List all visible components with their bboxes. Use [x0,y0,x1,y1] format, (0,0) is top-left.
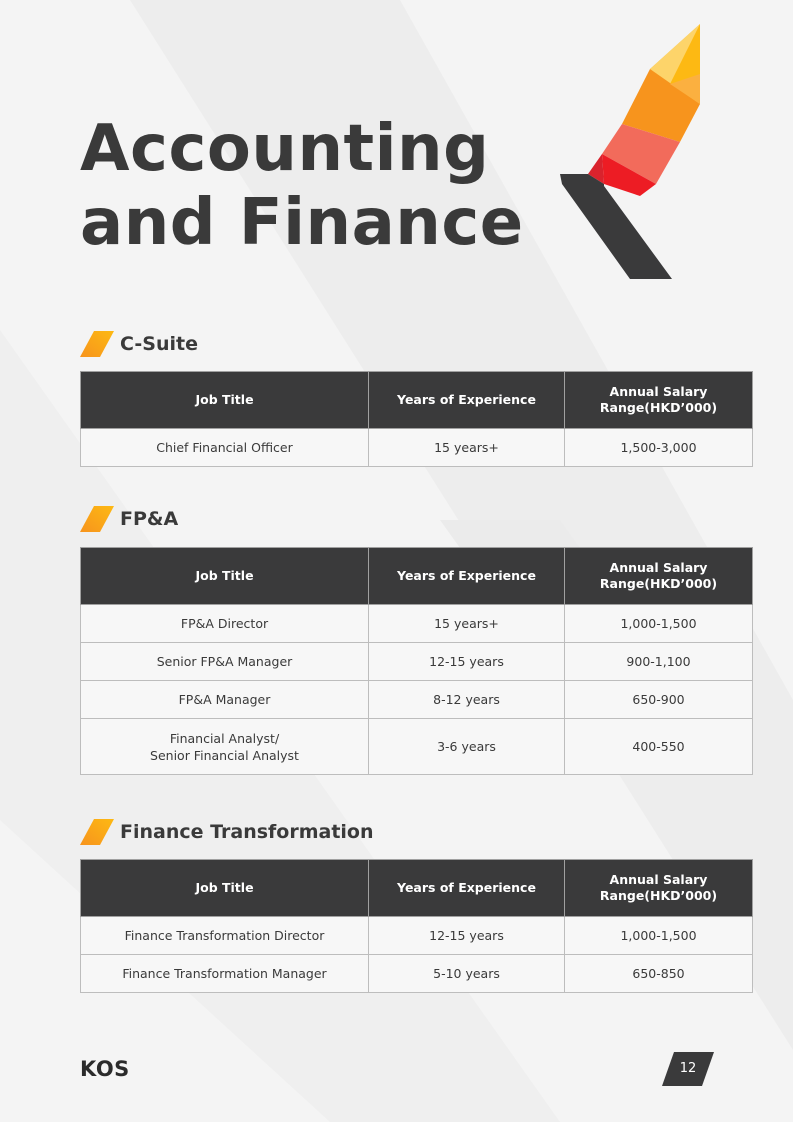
cell-job-title [81,719,369,775]
cell-years: 15 years+ [369,605,565,643]
section-slash-icon [80,819,114,845]
header-job-title: Job Title [81,860,369,917]
finance-transformation-table [80,859,753,993]
table-row [81,719,753,775]
table-row [81,643,753,681]
section-title: C-Suite [120,333,198,355]
page-title [80,112,524,260]
table-row [81,955,753,993]
header-salary-line2: Range(HKD’000) [599,888,718,903]
section-heading-c-suite [80,330,198,358]
section-title: FP&A [120,508,179,530]
section-title: Finance Transformation [120,821,374,843]
cell-job-title: FP&A Manager [81,681,369,719]
section-slash-icon [80,506,114,532]
table-row [81,681,753,719]
page-number-badge [662,1052,714,1086]
table-header-row [81,860,753,917]
cell-years: 12-15 years [369,643,565,681]
cell-job-title: Finance Transformation Director [81,917,369,955]
header-years: Years of Experience [369,372,565,429]
page-number: 12 [679,1061,697,1076]
cell-salary: 1,000-1,500 [565,917,753,955]
header-salary-line2: Range(HKD’000) [599,400,718,415]
table-header-row [81,372,753,429]
cell-years: 8-12 years [369,681,565,719]
page-title-line2: and Finance [80,186,524,260]
header-job-title: Job Title [81,372,369,429]
table-header-row [81,548,753,605]
header-years: Years of Experience [369,548,565,605]
section-heading-finance-transformation [80,818,374,846]
header-salary-line2: Range(HKD’000) [599,576,718,591]
table-row [81,605,753,643]
cell-salary: 1,000-1,500 [565,605,753,643]
cell-job-title-line1: Financial Analyst/ [169,730,280,746]
header-salary-line1: Annual Salary [609,872,708,887]
cell-years: 15 years+ [369,429,565,467]
c-suite-table [80,371,753,467]
header-salary-line1: Annual Salary [609,384,708,399]
table-row [81,429,753,467]
fpa-table [80,547,753,775]
cell-salary: 1,500-3,000 [565,429,753,467]
cell-years: 12-15 years [369,917,565,955]
header-salary-line1: Annual Salary [609,560,708,575]
cell-job-title: FP&A Director [81,605,369,643]
header-years: Years of Experience [369,860,565,917]
cell-salary: 650-850 [565,955,753,993]
header-salary [565,372,753,429]
cell-job-title: Chief Financial Officer [81,429,369,467]
header-salary [565,860,753,917]
cell-years: 5-10 years [369,955,565,993]
cell-salary: 400-550 [565,719,753,775]
section-slash-icon [80,331,114,357]
table-row [81,917,753,955]
cell-years: 3-6 years [369,719,565,775]
section-heading-fpa [80,505,178,533]
page-title-line1: Accounting [80,112,490,186]
brand-chevron-icon [560,24,700,280]
cell-salary: 650-900 [565,681,753,719]
footer-logo: KOS [80,1057,130,1081]
header-job-title: Job Title [81,548,369,605]
header-salary [565,548,753,605]
cell-job-title-line2: Senior Financial Analyst [150,747,299,763]
cell-job-title: Senior FP&A Manager [81,643,369,681]
cell-job-title: Finance Transformation Manager [81,955,369,993]
cell-salary: 900-1,100 [565,643,753,681]
